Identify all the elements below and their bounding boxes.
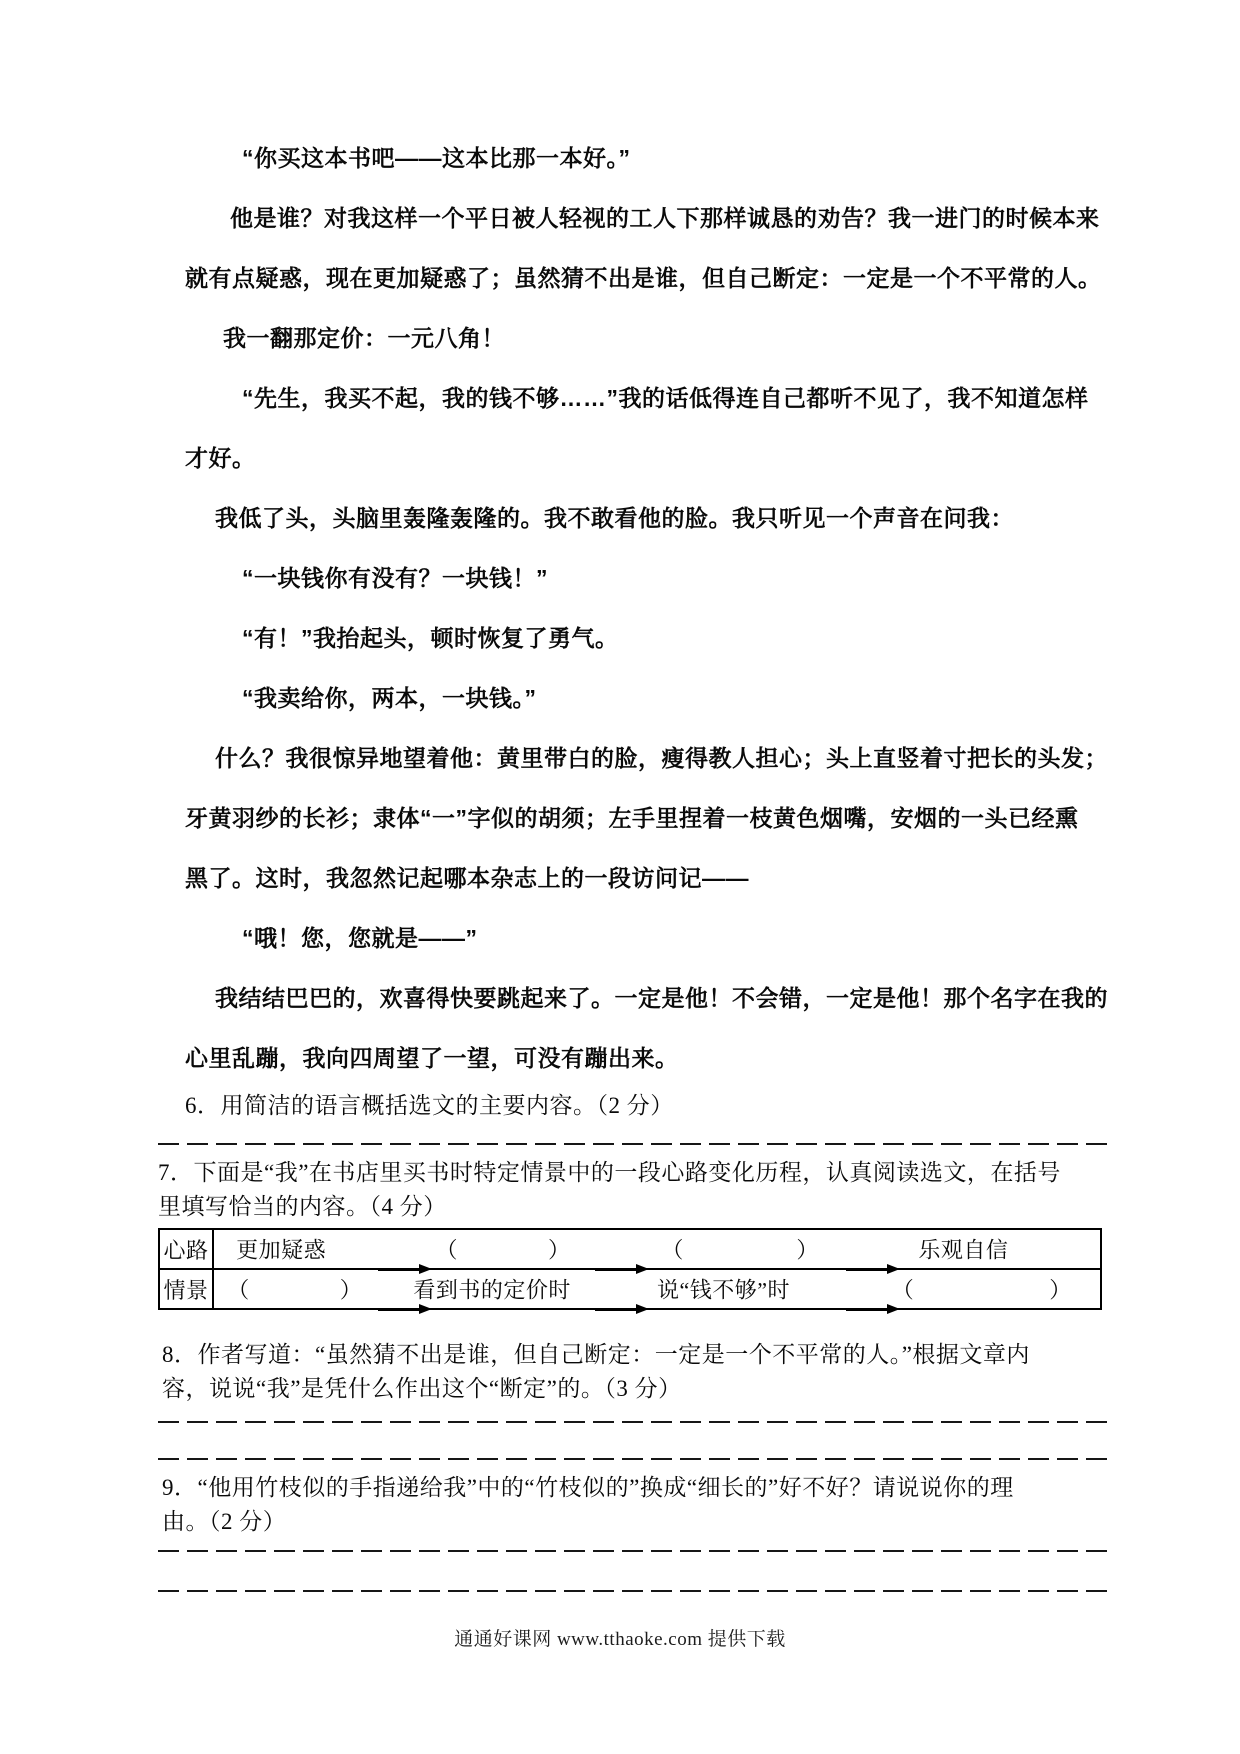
arrow-right-icon	[378, 1264, 432, 1275]
passage-line: “哦！您，您就是——”	[242, 925, 478, 951]
mind-state: 更加疑惑	[236, 1237, 327, 1263]
row-content-scene	[214, 1270, 1100, 1308]
passage-line: “我卖给你，两本，一块钱。”	[242, 685, 537, 711]
passage-line: 我一翻那定价：一元八角！	[223, 325, 505, 351]
scene-item: 说“钱不够”时	[657, 1277, 791, 1303]
table-row-mind	[160, 1230, 1100, 1270]
question-9-text-line1: 9．“他用竹枝似的手指递给我”中的“竹枝似的”换成“细长的”好不好？请说说你的理	[162, 1475, 1014, 1500]
question-7-text-line2: 里填写恰当的内容。（4 分）	[158, 1194, 447, 1219]
scene-blank: （ ）	[891, 1277, 1072, 1303]
answer-blank-line	[158, 1458, 1113, 1460]
answer-blank-line	[158, 1143, 1113, 1145]
passage-line: 他是谁？对我这样一个平日被人轻视的工人下那样诚恳的劝告？我一进门的时候本来	[230, 205, 1100, 231]
passage-line: 什么？我很惊异地望着他：黄里带白的脸，瘦得教人担心；头上直竖着寸把长的头发；	[215, 745, 1108, 771]
scene-item: 看到书的定价时	[413, 1277, 571, 1303]
question-6	[185, 1089, 1135, 1123]
mind-journey-table	[158, 1228, 1102, 1310]
answer-blank-line	[158, 1550, 1113, 1552]
reading-passage	[185, 128, 1115, 1088]
passage-line: “一块钱你有没有？一块钱！”	[242, 565, 548, 591]
passage-line: 才好。	[185, 445, 256, 471]
arrow-right-icon	[846, 1264, 900, 1275]
passage-line: “先生，我买不起，我的钱不够……”我的话低得连自己都听不见了，我不知道怎样	[242, 385, 1089, 411]
mind-state-blank: （ ）	[435, 1237, 571, 1263]
row-content-mind	[214, 1230, 1100, 1268]
answer-blank-line	[158, 1421, 1113, 1423]
question-7-text-line1: 7．下面是“我”在书店里买书时特定情景中的一段心路变化历程，认真阅读选文，在括号	[158, 1160, 1061, 1185]
passage-line: 心里乱蹦，我向四周望了一望，可没有蹦出来。	[185, 1045, 679, 1071]
arrow-right-icon	[846, 1304, 900, 1315]
row-label-mind: 心路	[160, 1230, 214, 1268]
row-label-scene: 情景	[160, 1270, 214, 1308]
passage-line: “有！”我抬起头，顿时恢复了勇气。	[242, 625, 619, 651]
question-8-text-line2: 容，说说“我”是凭什么作出这个“断定”的。（3 分）	[162, 1376, 682, 1401]
mind-state-blank: （ ）	[661, 1237, 819, 1263]
question-7	[158, 1156, 1108, 1224]
passage-line: 黑了。这时，我忽然记起哪本杂志上的一段访问记——	[185, 865, 749, 891]
passage-line: 就有点疑惑，现在更加疑惑了；虽然猜不出是谁，但自己断定：一定是一个不平常的人。	[185, 265, 1102, 291]
scene-blank: （ ）	[227, 1277, 363, 1303]
arrow-right-icon	[595, 1304, 649, 1315]
question-8	[162, 1338, 1112, 1406]
mind-state: 乐观自信	[918, 1237, 1009, 1263]
passage-line: 我结结巴巴的，欢喜得快要跳起来了。一定是他！不会错，一定是他！那个名字在我的	[215, 985, 1108, 1011]
answer-blank-line	[158, 1590, 1113, 1592]
question-9	[162, 1471, 1112, 1539]
question-8-text-line1: 8．作者写道：“虽然猜不出是谁，但自己断定：一定是一个不平常的人。”根据文章内	[162, 1342, 1030, 1367]
arrow-right-icon	[378, 1304, 432, 1315]
question-9-text-line2: 由。（2 分）	[162, 1509, 287, 1534]
passage-line: 牙黄羽纱的长衫；隶体“一”字似的胡须；左手里捏着一枝黄色烟嘴，安烟的一头已经熏	[185, 805, 1079, 831]
passage-line: 我低了头，头脑里轰隆轰隆的。我不敢看他的脸。我只听见一个声音在问我：	[215, 505, 1014, 531]
passage-line: “你买这本书吧——这本比那一本好。”	[242, 145, 631, 171]
footer-note: 通通好课网 www.tthaoke.com 提供下载	[454, 1629, 786, 1650]
arrow-right-icon	[595, 1264, 649, 1275]
question-6-text: 6．用简洁的语言概括选文的主要内容。（2 分）	[185, 1093, 674, 1118]
table-row-scene	[160, 1270, 1100, 1308]
